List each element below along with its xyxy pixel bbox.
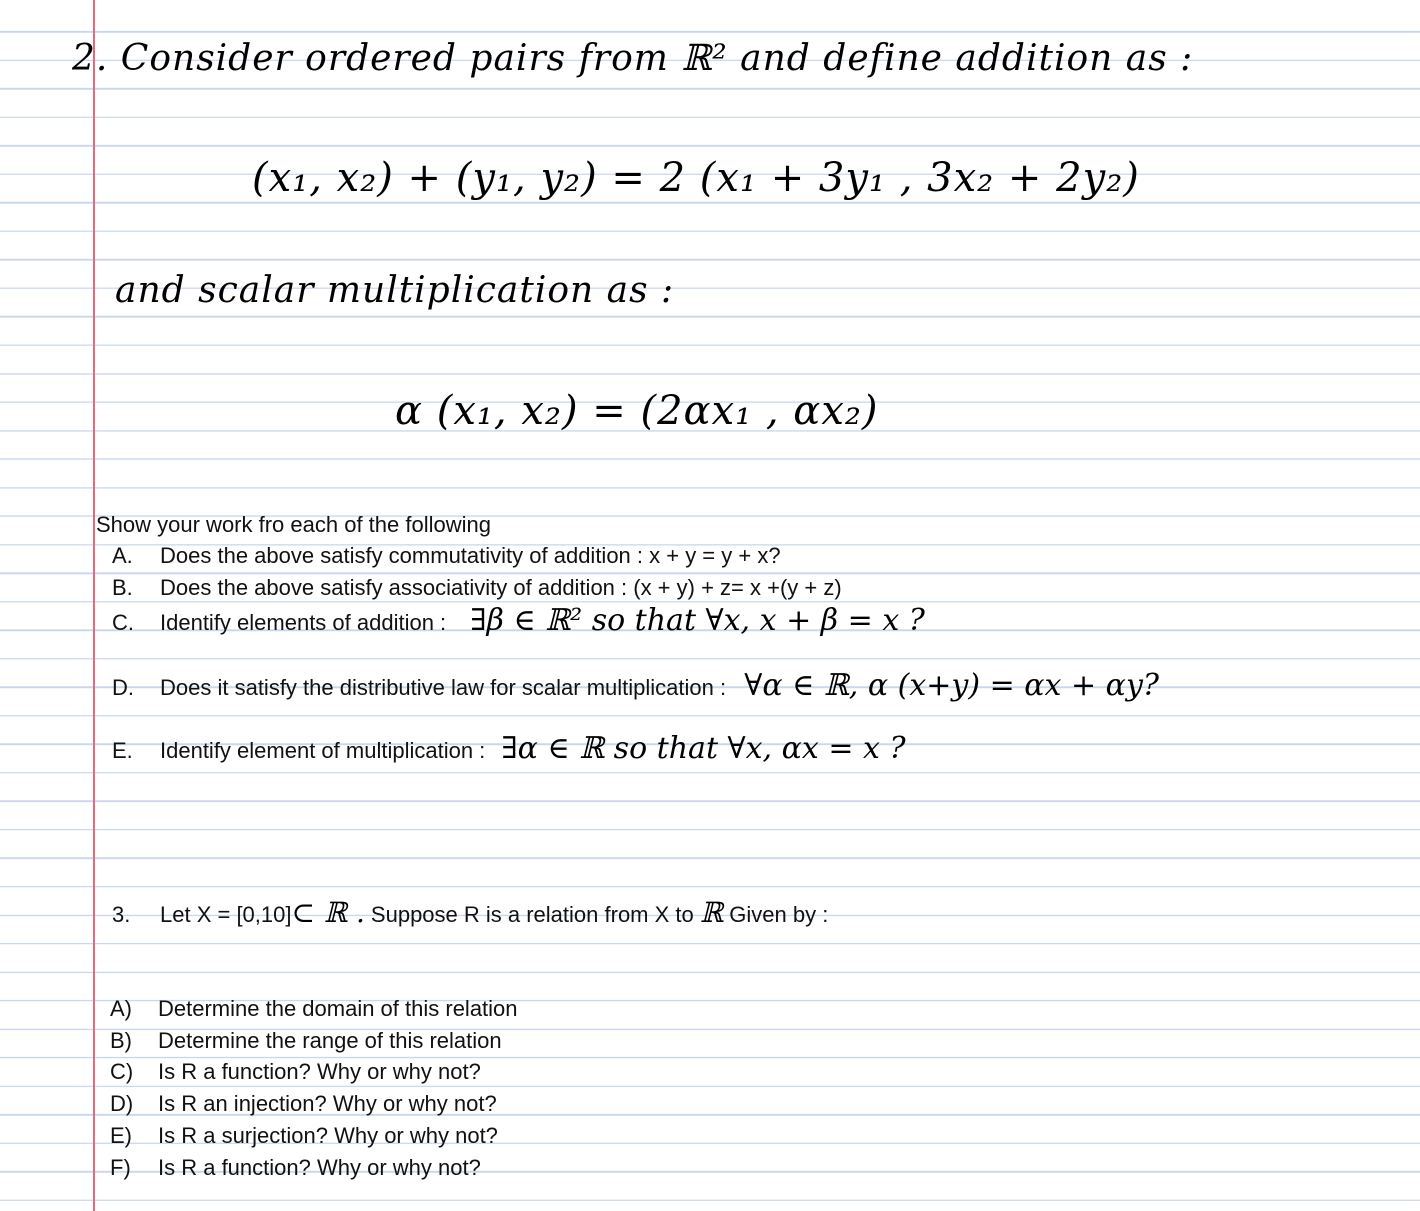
item-text: Does it satisfy the distributive law for scalar multiplication : xyxy=(160,675,727,700)
q3-item-b xyxy=(110,1028,502,1054)
q2-scalar-heading: and scalar multiplication as : xyxy=(115,270,675,311)
item-marker: 3. xyxy=(112,902,131,927)
item-marker: B) xyxy=(110,1028,132,1053)
item-text: Does the above satisfy associativity of addition : (x + y) + z= x +(y + z) xyxy=(160,575,842,600)
q2-item-b xyxy=(112,575,842,601)
q3-item-f xyxy=(110,1155,481,1181)
q3-item-a xyxy=(110,996,518,1022)
item-math: ∀α ∈ ℝ, α (x+y) = αx + αy? xyxy=(744,668,1159,703)
q3-text-middle: Suppose R is a relation from X to xyxy=(370,902,694,927)
item-marker: D) xyxy=(110,1091,134,1116)
item-marker: F) xyxy=(110,1155,131,1180)
q3-text-after: Given by : xyxy=(729,902,829,927)
item-text: Is R a function? Why or why not? xyxy=(158,1059,481,1084)
item-marker: A) xyxy=(110,996,132,1021)
q2-item-a xyxy=(112,543,781,569)
item-text: Is R a surjection? Why or why not? xyxy=(158,1123,498,1148)
item-marker: C) xyxy=(110,1059,134,1084)
q2-scalar-definition: α (x₁, x₂) = (2αx₁ , αx₂) xyxy=(395,388,879,434)
q2-item-e xyxy=(112,731,906,766)
item-marker: E. xyxy=(112,738,133,763)
item-text: Determine the domain of this relation xyxy=(158,996,518,1021)
item-text: Is R an injection? Why or why not? xyxy=(158,1091,497,1116)
q3-subset-math: ⊂ ℝ . xyxy=(291,896,365,929)
item-text: Does the above satisfy commutativity of addition : x + y = y + x? xyxy=(160,543,781,568)
q2-instruction: Show your work fro each of the following xyxy=(96,512,491,537)
item-text: Determine the range of this relation xyxy=(158,1028,502,1053)
item-marker: D. xyxy=(112,675,134,700)
item-text: Is R a function? Why or why not? xyxy=(158,1155,481,1180)
q3-item-d xyxy=(110,1091,497,1117)
item-marker: E) xyxy=(110,1123,132,1148)
q2-addition-definition: (x₁, x₂) + (y₁, y₂) = 2 (x₁ + 3y₁ , 3x₂ + 2y₂) xyxy=(252,155,1140,201)
item-marker: C. xyxy=(112,610,134,635)
item-marker: A. xyxy=(112,543,133,568)
q2-item-d xyxy=(112,668,1159,703)
q3-reals-math: ℝ xyxy=(699,896,724,929)
q3-text-before: Let X = [0,10] xyxy=(160,902,292,927)
q2-heading: 2. Consider ordered pairs from ℝ² and define addition as : xyxy=(72,38,1194,79)
item-text: Identify elements of addition : xyxy=(160,610,447,635)
q3-item-c xyxy=(110,1059,481,1085)
item-math: ∃α ∈ ℝ so that ∀x, αx = x ? xyxy=(501,731,906,766)
item-marker: B. xyxy=(112,575,133,600)
q3-statement xyxy=(112,896,829,929)
q2-item-c xyxy=(112,603,925,638)
q3-item-e xyxy=(110,1123,498,1149)
notebook-margin-line xyxy=(93,0,95,1211)
item-math: ∃β ∈ ℝ² so that ∀x, x + β = x ? xyxy=(470,603,925,638)
item-text: Identify element of multiplication : xyxy=(160,738,486,763)
